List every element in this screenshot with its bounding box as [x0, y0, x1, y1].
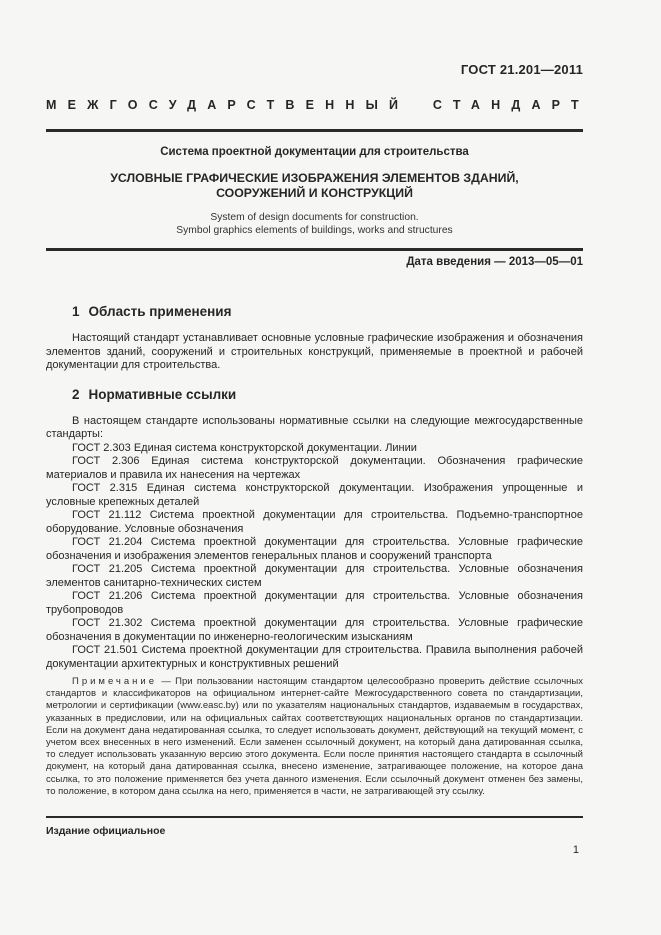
doc-title-ru	[46, 171, 583, 200]
page-number: 1	[572, 844, 579, 856]
doc-title-ru-line1: УСЛОВНЫЕ ГРАФИЧЕСКИЕ ИЗОБРАЖЕНИЯ ЭЛЕМЕНТОВ ЗДАНИЙ,	[110, 171, 519, 185]
edition-label: Издание официальное	[46, 825, 166, 837]
note-text: — При пользовании настоящим стандартом целесообразно проверить действие ссылочных стандартов и классификаторов на официальном интернет-сайте Межгосударственного совета по стандартизации, метрологии и сертификации (www.easc.by) или по указателям национальных стандартов, издаваемым в государствах, указанных в предисловии, или на официальных сайтах соответствующих национальных органов по стандартизации. Если на документ дана недатированная ссылка, то следует использовать документ, действующий на текущий момент, с учетом всех внесенных в него изменений. Если заменен ссылочный документ, на который дана датированная ссылка, то следует использовать указанную версию этого документа. Если после принятия настоящего стандарта в ссылочный документ, на который дана датированная ссылка, внесено изменение, затрагивающее положение, на которое дана ссылка, то это положение применяется без учета данного изменения. Если ссылочный документ отменен без замены, то положение, в котором дана ссылка на него, применяется в части, не затрагивающей эту ссылку.	[46, 676, 583, 797]
doc-title-en	[46, 212, 583, 237]
doc-title-en-line2: Symbol graphics elements of buildings, works and structures	[176, 224, 453, 236]
section-2-number: 2	[72, 386, 80, 402]
reference-item: ГОСТ 21.206 Система проектной документации для строительства. Условные обозначения трубопроводов	[46, 590, 583, 616]
reference-item: ГОСТ 21.112 Система проектной документации для строительства. Подъемно-транспортное оборудование. Условные обозначения	[46, 509, 583, 535]
reference-item: ГОСТ 2.306 Единая система конструкторской документации. Обозначения графические материалов и правила их нанесения на чертежах	[46, 455, 583, 481]
section-1-heading	[72, 303, 583, 320]
section-1-title: Область применения	[88, 304, 232, 319]
doc-title-en-line1: System of design documents for construction.	[210, 212, 419, 224]
note-paragraph	[46, 676, 583, 798]
document-body	[46, 303, 583, 798]
top-rule	[46, 129, 583, 132]
reference-item: ГОСТ 2.303 Единая система конструкторской документации. Линии	[72, 441, 417, 454]
bottom-rule	[46, 816, 583, 818]
mid-rule	[46, 248, 583, 251]
doc-title-ru-line2: СООРУЖЕНИЙ И КОНСТРУКЦИЙ	[216, 185, 413, 200]
section-1-number: 1	[72, 304, 80, 319]
title-block	[46, 146, 583, 237]
section-2-title: Нормативные ссылки	[88, 386, 237, 402]
reference-item: ГОСТ 2.315 Единая система конструкторской документации. Изображения упрощенные и условные крепежных деталей	[46, 482, 583, 508]
standard-kind-label: МЕЖГОСУДАРСТВЕННЫЙ СТАНДАРТ	[46, 98, 590, 112]
section-1-paragraph: Настоящий стандарт устанавливает основные условные графические изображения и обозначения элементов зданий, сооружений и строительных конструкций, применяемые в проектной и рабочей документации для строительства.	[46, 332, 583, 371]
reference-item: ГОСТ 21.204 Система проектной документации для строительства. Условные графические обозначения и изображения элементов генеральных планов и сооружений транспорта	[46, 536, 583, 562]
references-intro: В настоящем стандарте использованы нормативные ссылки на следующие межгосударственные стандарты:	[46, 414, 583, 440]
reference-item: ГОСТ 21.501 Система проектной документации для строительства. Правила выполнения рабочей документации архитектурных и конструктивных решений	[46, 644, 583, 670]
doc-number: ГОСТ 21.201—2011	[460, 62, 583, 77]
note-label: Примечание	[72, 676, 157, 687]
reference-item: ГОСТ 21.302 Система проектной документации для строительства. Условные графические обозначения в документации по инженерно-геологическим изысканиям	[46, 617, 583, 643]
effective-date: Дата введения — 2013—05—01	[406, 256, 583, 268]
section-2-heading	[72, 386, 583, 403]
doc-subject: Система проектной документации для строительства	[160, 146, 469, 158]
reference-item: ГОСТ 21.205 Система проектной документации для строительства. Условные обозначения элементов санитарно-технических систем	[46, 563, 583, 589]
